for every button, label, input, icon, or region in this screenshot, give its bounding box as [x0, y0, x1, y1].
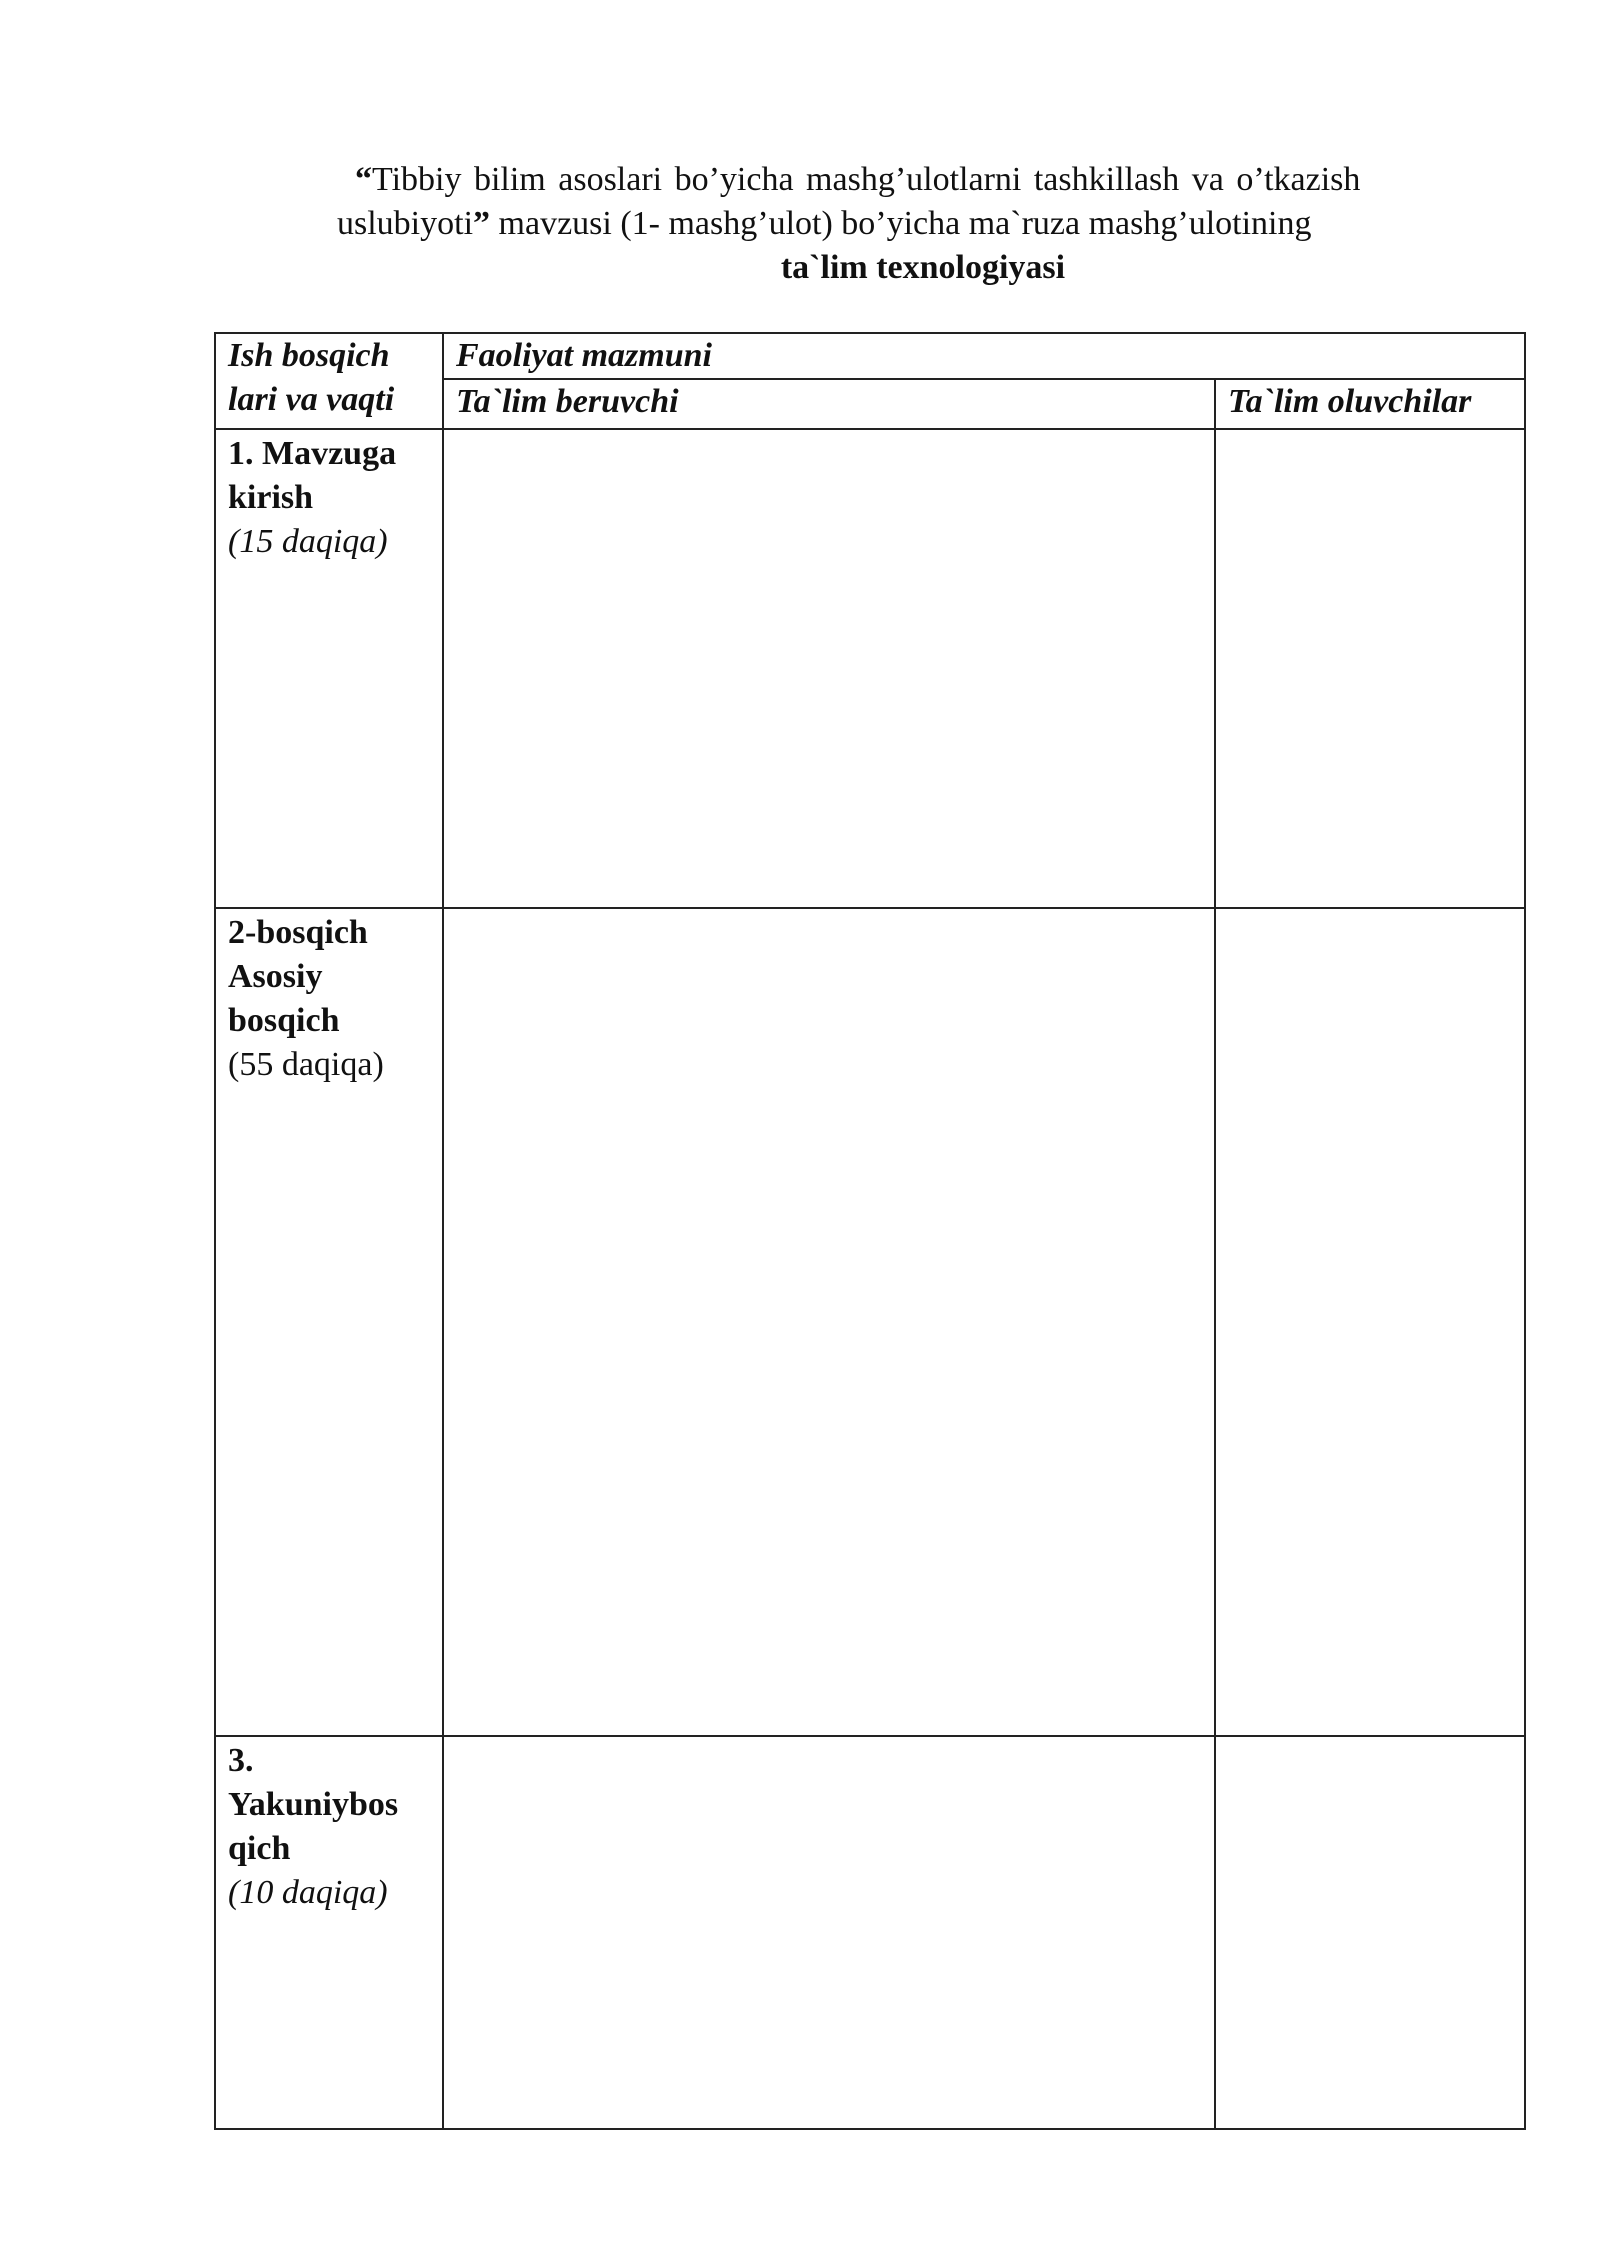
stage-title-line-1: 3. — [228, 1742, 254, 1779]
teacher-activity-cell[interactable] — [443, 908, 1215, 1736]
stage-title-line-2: Asosiy — [228, 958, 323, 995]
stage-title-line-1: 2-bosqich — [228, 914, 368, 951]
stage-title-line-2: kirish — [228, 479, 314, 516]
stage-cell — [215, 1736, 443, 2129]
students-column-header: Ta`lim oluvchilar — [1215, 379, 1525, 429]
lesson-plan-table — [214, 332, 1526, 2130]
stage-column-header — [215, 333, 443, 429]
heading-line-1 — [355, 158, 1360, 202]
student-activity-cell[interactable] — [1215, 908, 1525, 1736]
teacher-activity-cell[interactable] — [443, 1736, 1215, 2129]
table-row — [215, 429, 1525, 908]
stage-column-header-line-2: lari va vaqti — [228, 381, 395, 418]
heading-line-3: ta`lim texnologiyasi — [780, 249, 1066, 286]
table-header-row-1 — [215, 333, 1525, 379]
heading-line-2-rest: mavzusi (1- mashg’ulot) bo’yicha ma`ruza mashg’ulotining — [490, 205, 1312, 242]
teacher-column-header: Ta`lim beruvchi — [443, 379, 1215, 429]
heading-line-1-text: Tibbiy bilim asoslari bo’yicha mashg’ulotlarni tashkillash va o’tkazish — [372, 161, 1361, 198]
heading-line-2-start: uslubiyoti — [337, 205, 474, 242]
stage-duration: (55 daqiqa) — [228, 1046, 384, 1083]
stage-title-line-1: 1. Mavzuga — [228, 435, 397, 472]
activity-content-header: Faoliyat mazmuni — [443, 333, 1525, 379]
stage-duration: (10 daqiqa) — [228, 1874, 388, 1911]
stage-column-header-line-1: Ish bosqich — [228, 337, 390, 374]
teacher-activity-cell[interactable] — [443, 429, 1215, 908]
table-row — [215, 908, 1525, 1736]
heading-line-2 — [337, 202, 1311, 246]
stage-title-line-3: bosqich — [228, 1002, 340, 1039]
close-quote: ” — [473, 205, 491, 242]
stage-duration: (15 daqiqa) — [228, 523, 388, 560]
table-row — [215, 1736, 1525, 2129]
student-activity-cell[interactable] — [1215, 429, 1525, 908]
stage-cell — [215, 908, 443, 1736]
student-activity-cell[interactable] — [1215, 1736, 1525, 2129]
stage-cell — [215, 429, 443, 908]
stage-title-line-2: Yakuniybos — [228, 1786, 399, 1823]
open-quote: “ — [355, 161, 372, 198]
stage-title-line-3: qich — [228, 1830, 291, 1867]
